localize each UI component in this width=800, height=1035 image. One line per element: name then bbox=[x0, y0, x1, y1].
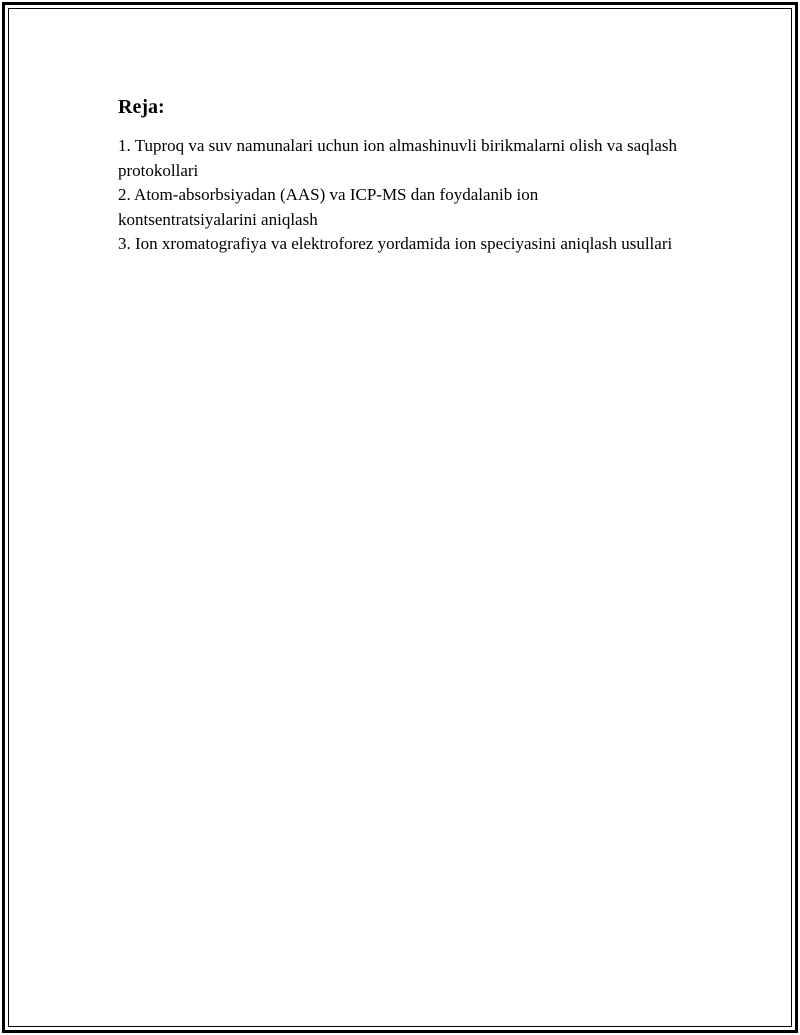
plan-item-1: 1. Tuproq va suv namunalari uchun ion almashinuvli birikmalarni olish va saqlash protokollari bbox=[118, 136, 678, 180]
page-content bbox=[118, 94, 678, 257]
plan-item-3: 3. Ion xromatografiya va elektroforez yordamida ion speciyasini aniqlash usullari bbox=[118, 234, 673, 253]
plan-heading: Reja: bbox=[118, 96, 165, 118]
plan-list bbox=[118, 134, 678, 257]
plan-item-2: 2. Atom-absorbsiyadan (AAS) va ICP-MS dan foydalanib ion kontsentratsiyalarini aniqlash bbox=[118, 185, 539, 229]
